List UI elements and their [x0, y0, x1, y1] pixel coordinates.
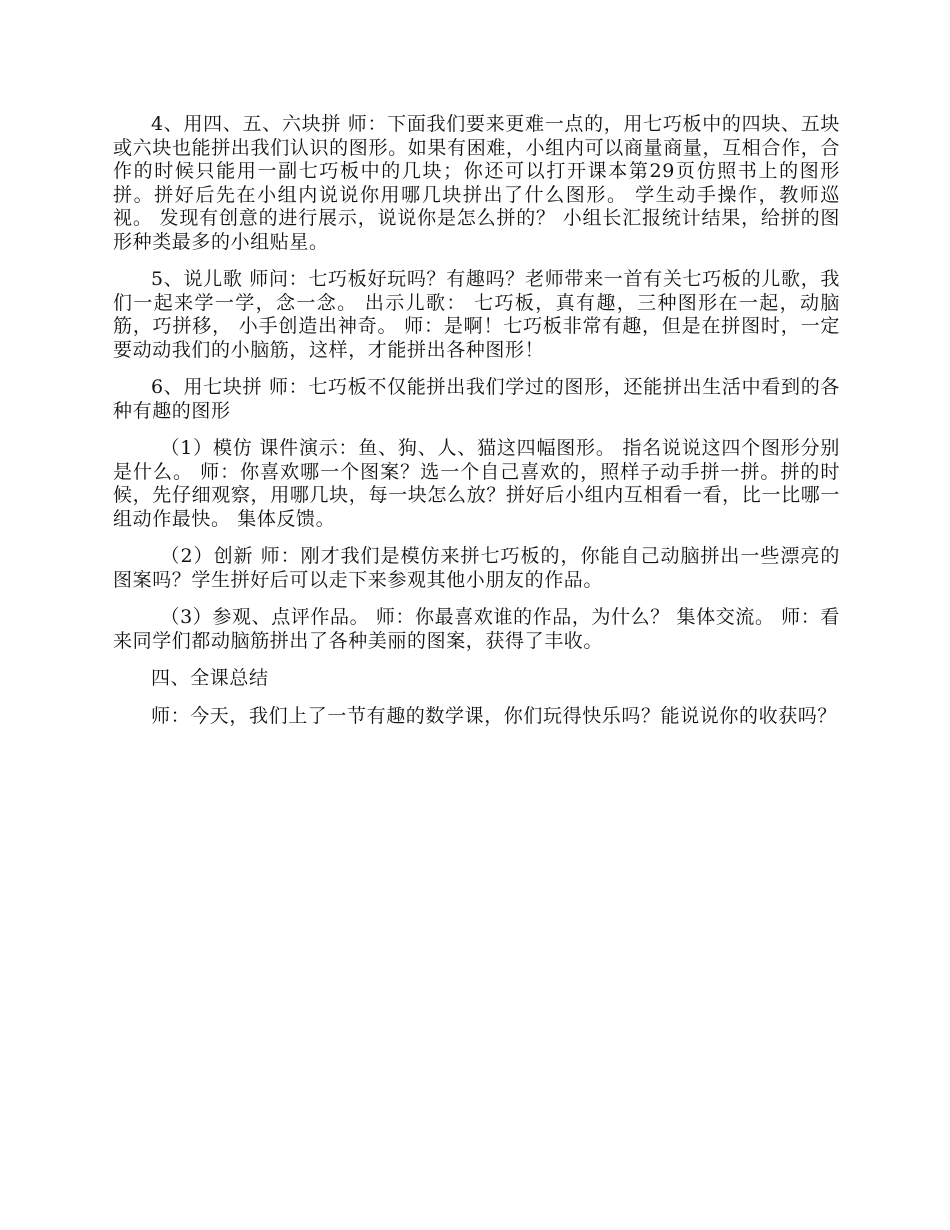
paragraph-closing: 师：今天，我们上了一节有趣的数学课，你们玩得快乐吗？能说说你的收获吗？	[151, 704, 838, 727]
paragraph-step-6: 6、用七块拼 师：七巧板不仅能拼出我们学过的图形，还能拼出生活中看到的各种有趣的图形	[113, 376, 840, 422]
paragraph-step-6-3: （3）参观、点评作品。 师：你最喜欢谁的作品，为什么？ 集体交流。 师：看来同学们都动脑筋拼出了各种美丽的图案，获得了丰收。	[113, 606, 840, 652]
section-heading-summary: 四、全课总结	[151, 667, 269, 689]
paragraph-step-5: 5、说儿歌 师问：七巧板好玩吗？有趣吗？老师带来一首有关七巧板的儿歌，我们一起来学一学，念一念。 出示儿歌： 七巧板，真有趣，三种图形在一起，动脑筋，巧拼移， 小手创造出神奇。 师：是啊！七巧板非常有趣，但是在拼图时，一定要动动我们的小脑筋，这样，才能拼出各种图形！	[113, 268, 840, 361]
paragraph-step-4: 4、用四、五、六块拼 师：下面我们要来更难一点的，用七巧板中的四块、五块或六块也能拼出我们认识的图形。如果有困难，小组内可以商量商量，互相合作，合作的时候只能用一副七巧板中的几块；你还可以打开课本第29页仿照书上的图形拼。拼好后先在小组内说说你用哪几块拼出了什么图形。 学生动手操作，教师巡视。 发现有创意的进行展示，说说你是怎么拼的？ 小组长汇报统计结果，给拼的图形种类最多的小组贴星。	[113, 113, 840, 253]
document-body	[113, 113, 840, 742]
paragraph-step-6-1: （1）模仿 课件演示：鱼、狗、人、猫这四幅图形。 指名说说这四个图形分别是什么。 师：你喜欢哪一个图案？选一个自己喜欢的，照样子动手拼一拼。拼的时候，先仔细观察，用哪几块，每一块怎么放？拼好后小组内互相看一看，比一比哪一组动作最快。 集体反馈。	[113, 437, 840, 530]
paragraph-step-6-2: （2）创新 师：刚才我们是模仿来拼七巧板的，你能自己动脑拼出一些漂亮的图案吗？学生拼好后可以走下来参观其他小朋友的作品。	[113, 545, 840, 591]
